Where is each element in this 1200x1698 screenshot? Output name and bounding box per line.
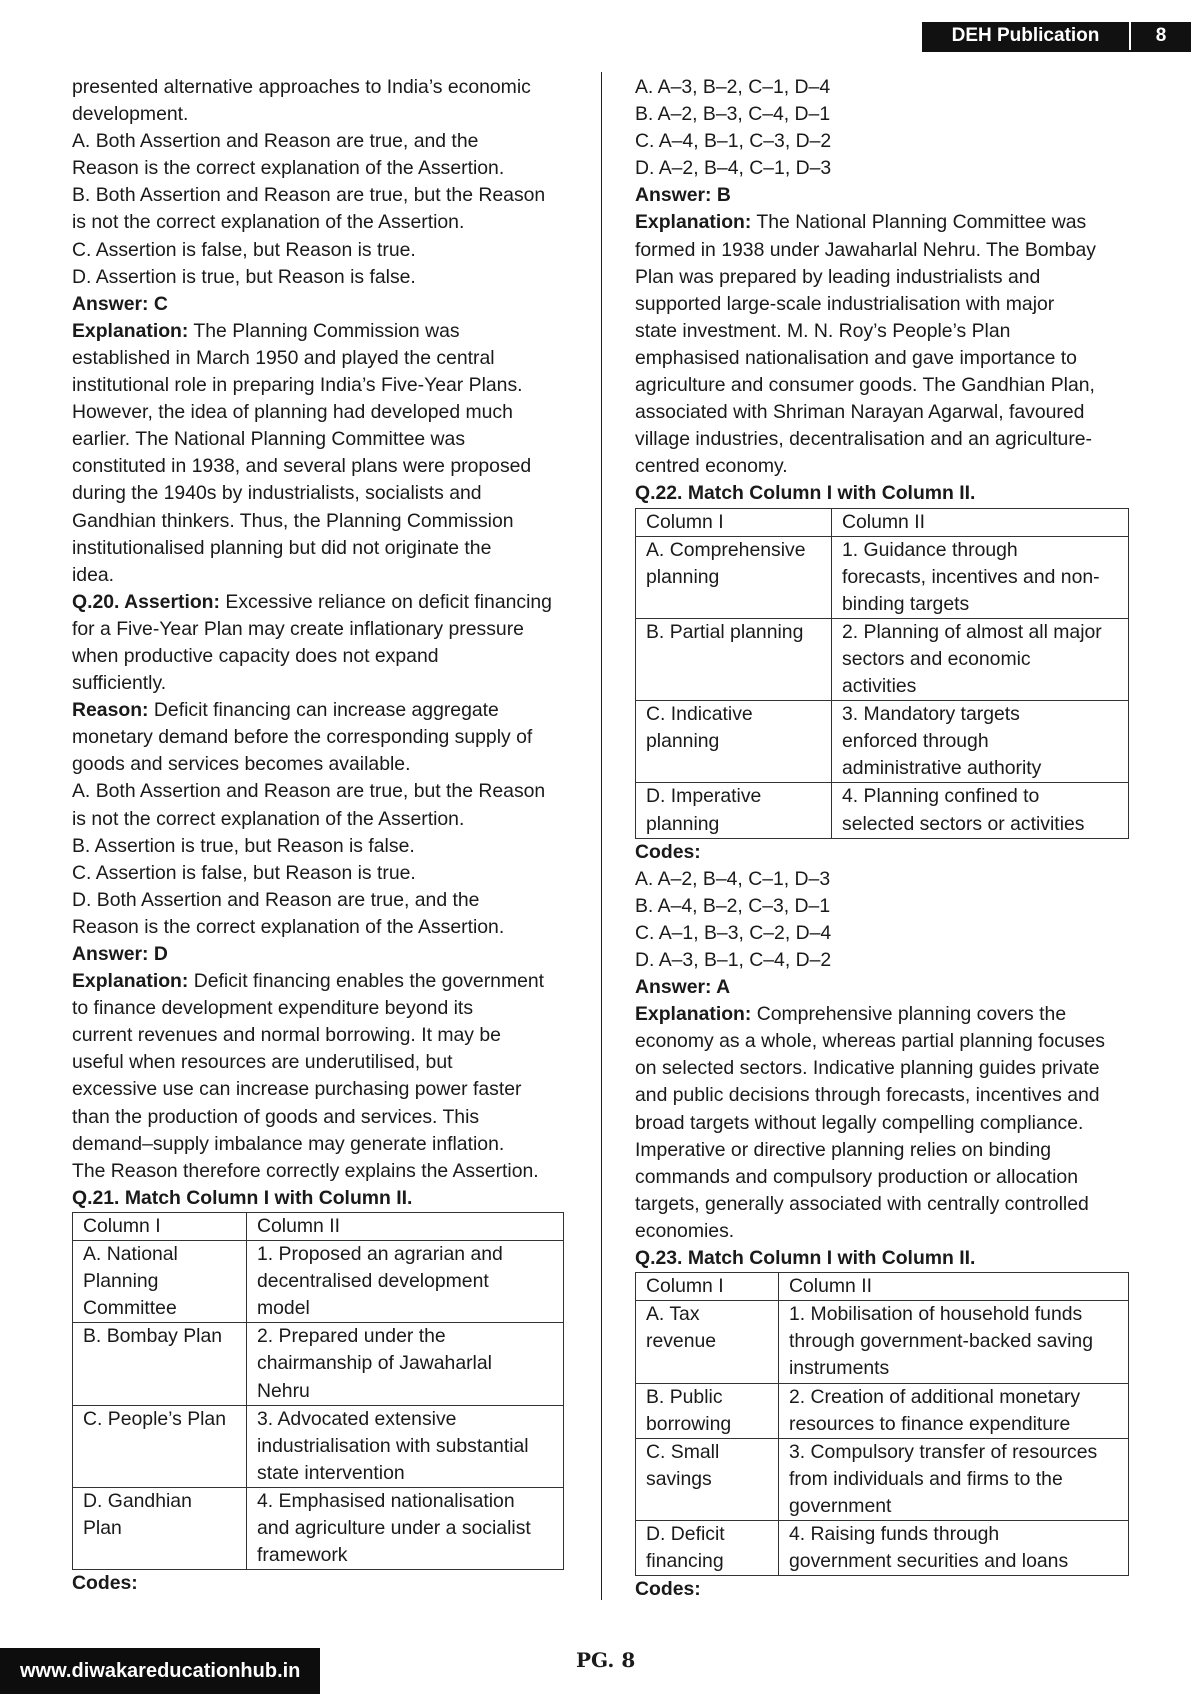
q23-match-table — [635, 1272, 1129, 1576]
table-row — [636, 701, 1129, 783]
table-cell: 3. Advocated extensive industrialisation with substantial state intervention — [247, 1405, 564, 1487]
q22-match-table — [635, 508, 1129, 839]
q23-codes-label: Codes: — [635, 1578, 701, 1601]
table-row — [73, 1323, 564, 1405]
table-row — [636, 783, 1129, 838]
table-cell: A. Comprehensive planning — [636, 536, 832, 618]
table-cell: D. Deficit financing — [636, 1520, 779, 1575]
q23-title: Q.23. Match Column I with Column II. — [635, 1247, 976, 1270]
q19-explanation: Explanation: The Planning Commission was established in March 1950 and played the central institutional role in preparing India’s Five-Year Plans. However, the idea of planning had developed much earlier. The National Planning Committee was constituted in 1938, and several plans were proposed during the 1940s by industrialists, socialists and Gandhian thinkers. Thus, the Planning Commission institutionalised planning but did not originate the idea. — [72, 319, 532, 586]
website-link[interactable]: www.diwakareducationhub.in — [0, 1648, 320, 1694]
table-cell: D. Gandhian Plan — [73, 1487, 247, 1569]
q22-explanation: Explanation: Comprehensive planning covers the economy as a whole, whereas partial planning focuses on selected sectors. Indicative planning guides private and public decisions through forecasts, incentives and broad targets without legally compelling compliance. Imperative or directive planning relies on binding commands and compulsory production or allocation targets, generally associated with centrally controlled economies. — [635, 1003, 1105, 1242]
q19-answer: Answer: C — [72, 292, 168, 315]
q19-tail: presented alternative approaches to India’s economic development. — [72, 76, 531, 126]
table-cell: 1. Guidance through forecasts, incentives and non- binding targets — [832, 536, 1129, 618]
table-cell: B. Public borrowing — [636, 1383, 779, 1438]
q19-options: A. Both Assertion and Reason are true, and the Reason is the correct explanation of the Assertion. B. Both Assertion and Reason are true, but the Reason is not the correct explanation of the Assertion. C. Assertion is false, but Reason is true. D. Assertion is true, but Reason is false. — [72, 130, 546, 288]
table-cell: 2. Prepared under the chairmanship of Jawaharlal Nehru — [247, 1323, 564, 1405]
table-cell: B. Bombay Plan — [73, 1323, 247, 1405]
column-divider — [601, 72, 602, 1600]
q21-answer: Answer: B — [635, 184, 731, 207]
left-column — [72, 74, 566, 1597]
table-cell: 1. Proposed an agrarian and decentralised development model — [247, 1241, 564, 1323]
table-row — [73, 1241, 564, 1323]
q21-explanation: Explanation: The National Planning Committee was formed in 1938 under Jawaharlal Nehru. The Bombay Plan was prepared by leading industrialists and supported large-scale industrialisation with major state investment. M. N. Roy’s People’s Plan emphasised nationalisation and gave importance to agriculture and consumer goods. The Gandhian Plan, associated with Shriman Narayan Agarwal, favoured village industries, decentralisation and an agriculture- centred economy. — [635, 211, 1096, 478]
table-cell: 4. Emphasised nationalisation and agriculture under a socialist framework — [247, 1487, 564, 1569]
header-rule — [922, 50, 1191, 52]
table-cell: C. Indicative planning — [636, 701, 832, 783]
q20-options: A. Both Assertion and Reason are true, but the Reason is not the correct explanation of the Assertion. B. Assertion is true, but Reason is false. C. Assertion is false, but Reason is true. D. Both Assertion and Reason are true, and the Reason is the correct explanation of the Assertion. — [72, 780, 546, 938]
page-label: PG. 8 — [576, 1648, 636, 1672]
page-number-badge: 8 — [1131, 22, 1191, 50]
table-row — [73, 1405, 564, 1487]
q21-match-table — [72, 1212, 564, 1570]
q21-codes: A. A–3, B–2, C–1, D–4 B. A–2, B–3, C–4, D–1 C. A–4, B–1, C–3, D–2 D. A–2, B–4, C–1, D–3 — [635, 76, 832, 180]
table-cell: 2. Creation of additional monetary resources to finance expenditure — [779, 1383, 1129, 1438]
table-cell: A. Tax revenue — [636, 1301, 779, 1383]
table-row — [73, 1487, 564, 1569]
table-cell: 1. Mobilisation of household funds through government-backed saving instruments — [779, 1301, 1129, 1383]
table-cell: 3. Mandatory targets enforced through administrative authority — [832, 701, 1129, 783]
table-cell: C. People’s Plan — [73, 1405, 247, 1487]
q21-codes-label: Codes: — [72, 1572, 138, 1595]
q22-codes-label: Codes: — [635, 840, 701, 863]
q20-reason: Reason: Deficit financing can increase aggregate monetary demand before the corresponding supply of goods and services becomes available. — [72, 699, 533, 776]
table-header-cell: Column I — [636, 1273, 779, 1301]
table-row — [636, 1383, 1129, 1438]
q20-answer: Answer: D — [72, 943, 168, 965]
table-header-row — [636, 508, 1129, 536]
table-row — [636, 536, 1129, 618]
table-cell: 2. Planning of almost all major sectors and economic activities — [832, 618, 1129, 700]
q20-explanation: Explanation: Deficit financing enables the government to finance development expenditure beyond its current revenues and normal borrowing. It may be useful when resources are underutilised, but excessive use can increase purchasing power faster than the production of goods and services. This demand–supply imbalance may generate inflation. The Reason therefore correctly explains the Assertion. — [72, 970, 545, 1182]
table-row — [636, 1438, 1129, 1520]
q22-title: Q.22. Match Column I with Column II. — [635, 482, 976, 505]
table-header-cell: Column I — [73, 1212, 247, 1240]
table-cell: 4. Raising funds through government securities and loans — [779, 1520, 1129, 1575]
table-header-row — [636, 1273, 1129, 1301]
table-cell: A. National Planning Committee — [73, 1241, 247, 1323]
table-header-cell: Column II — [247, 1212, 564, 1240]
table-header-cell: Column II — [832, 508, 1129, 536]
table-row — [636, 618, 1129, 700]
table-cell: 3. Compulsory transfer of resources from individuals and firms to the government — [779, 1438, 1129, 1520]
right-column — [635, 74, 1131, 1603]
table-row — [636, 1520, 1129, 1575]
publication-badge: DEH Publication — [922, 22, 1129, 50]
q20-assertion: Q.20. Assertion: Excessive reliance on deficit financing for a Five-Year Plan may create inflationary pressure when productive capacity does not expand sufficiently. — [72, 590, 552, 695]
q22-answer: Answer: A — [635, 976, 731, 999]
q22-codes: A. A–2, B–4, C–1, D–3 B. A–4, B–2, C–3, D–1 C. A–1, B–3, C–2, D–4 D. A–3, B–1, C–4, D–2 — [635, 867, 832, 971]
table-header-cell: Column I — [636, 508, 832, 536]
table-cell: C. Small savings — [636, 1438, 779, 1520]
table-row — [636, 1301, 1129, 1383]
table-header-cell: Column II — [779, 1273, 1129, 1301]
q21-title: Q.21. Match Column I with Column II. — [72, 1186, 413, 1209]
table-header-row — [73, 1212, 564, 1240]
table-cell: D. Imperative planning — [636, 783, 832, 838]
table-cell: 4. Planning confined to selected sectors or activities — [832, 783, 1129, 838]
table-cell: B. Partial planning — [636, 618, 832, 700]
